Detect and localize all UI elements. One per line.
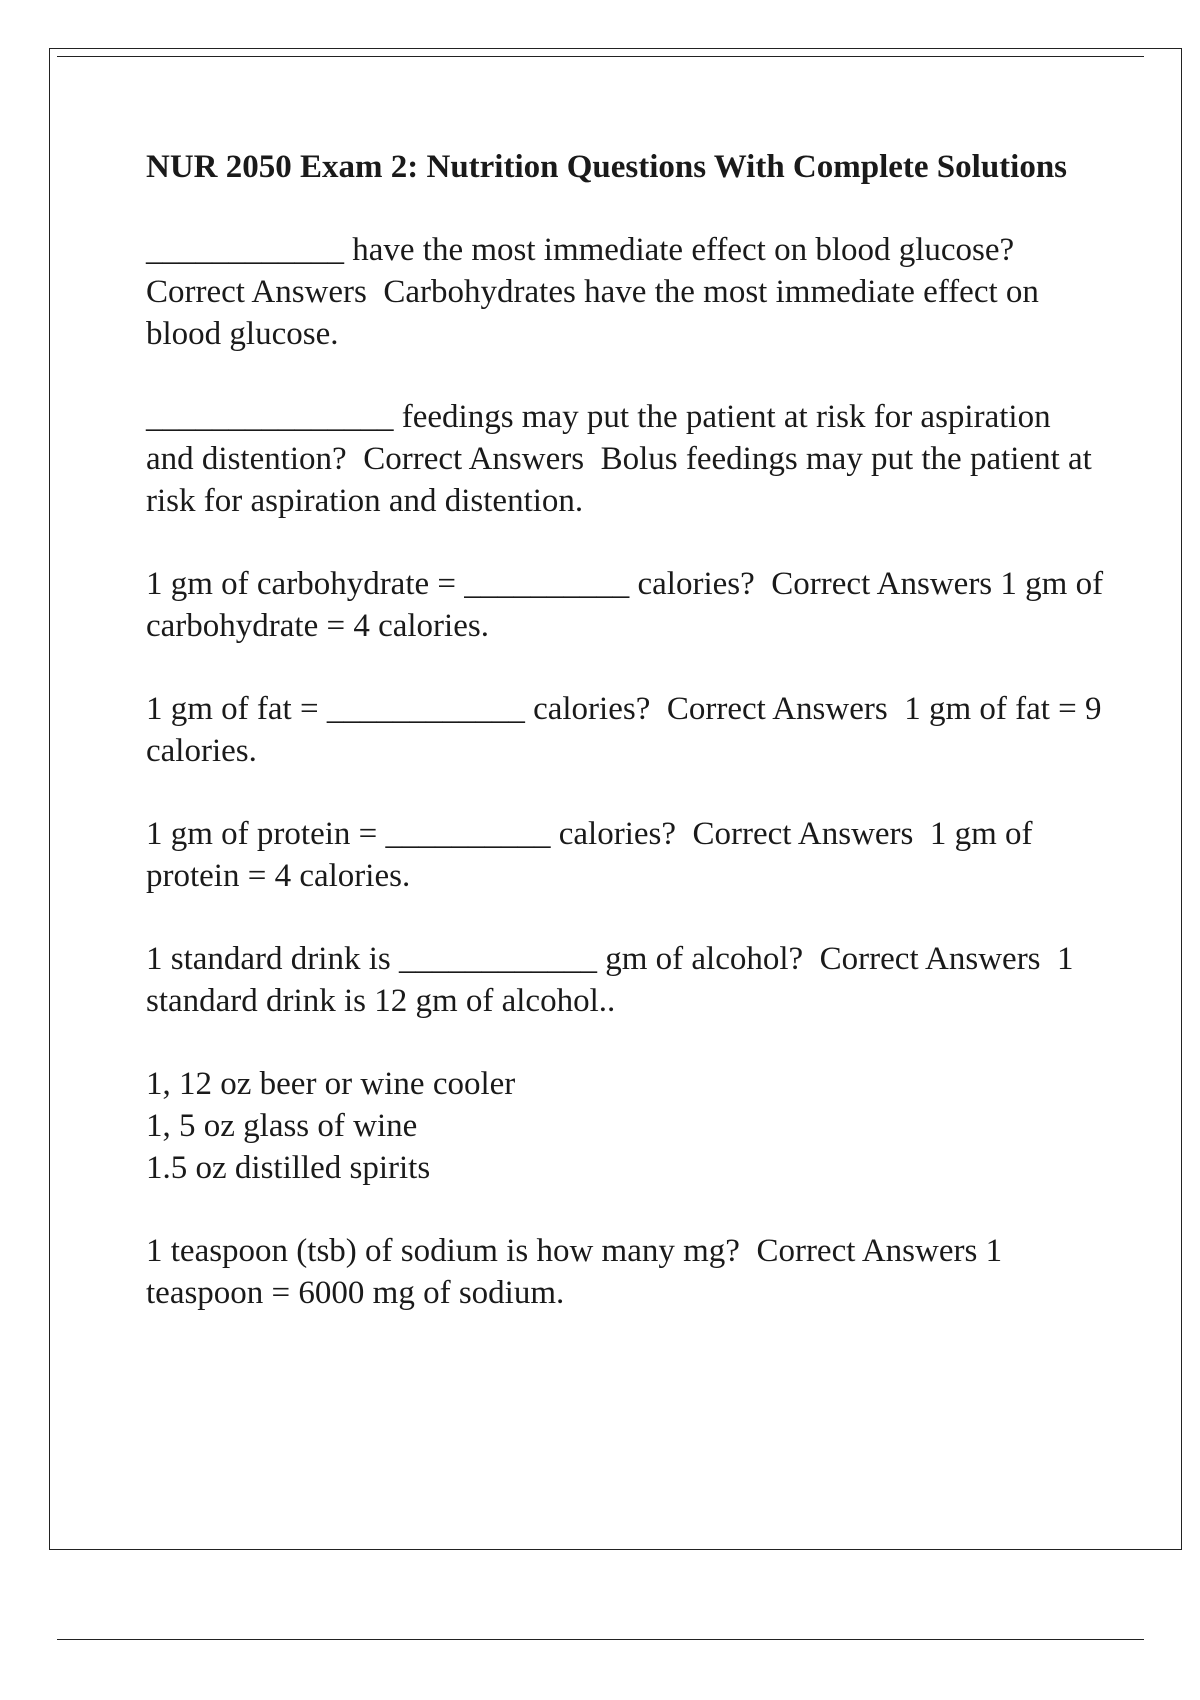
- blank-line: __________: [464, 566, 630, 602]
- answer-text: 1 gm of fat = 9 calories.: [146, 691, 1102, 769]
- answer-label: Correct Answers: [146, 274, 367, 310]
- answer-label: Correct Answers: [666, 691, 888, 727]
- question-text: calories?: [550, 816, 677, 852]
- list-item: 1, 12 oz beer or wine cooler: [146, 1066, 516, 1102]
- question-text: have the most immediate effect on blood glucose?: [344, 232, 1015, 268]
- blank-line: _______________: [146, 399, 394, 435]
- document-body: [146, 146, 1106, 1355]
- qa-item: [146, 563, 1106, 647]
- qa-item: [146, 688, 1106, 772]
- question-text: calories?: [524, 691, 651, 727]
- document-title: NUR 2050 Exam 2: Nutrition Questions With Complete Solutions: [146, 149, 1068, 185]
- answer-text: 1 gm of carbohydrate = 4 calories.: [146, 566, 1104, 644]
- question-text: 1 teaspoon (tsb) of sodium is how many mg?: [146, 1233, 740, 1269]
- blank-line: ____________: [146, 232, 344, 268]
- qa-item: [146, 1230, 1106, 1314]
- answer-text: Bolus feedings may put the patient at risk for aspiration and distention.: [146, 441, 1092, 519]
- answer-text: 1 teaspoon = 6000 mg of sodium.: [146, 1233, 1003, 1311]
- question-text: feedings may put the patient at risk for aspiration and distention?: [146, 399, 1051, 477]
- answer-text: 1 gm of protein = 4 calories.: [146, 816, 1033, 894]
- answer-label: Correct Answers: [363, 441, 585, 477]
- question-text: 1 gm of carbohydrate =: [146, 566, 465, 602]
- list-item: 1.5 oz distilled spirits: [146, 1150, 431, 1186]
- qa-item: [146, 938, 1106, 1022]
- blank-line: ____________: [398, 941, 597, 977]
- question-text: 1 gm of protein =: [146, 816, 386, 852]
- list-item: 1, 5 oz glass of wine: [146, 1108, 418, 1144]
- question-text: calories?: [629, 566, 755, 602]
- qa-item: [146, 813, 1106, 897]
- answer-label: Correct Answers: [771, 566, 993, 602]
- answer-label: Correct Answers: [756, 1233, 978, 1269]
- question-text: gm of alcohol?: [596, 941, 804, 977]
- bottom-rule: [57, 1639, 1144, 1640]
- blank-line: __________: [385, 816, 551, 852]
- qa-item: [146, 229, 1106, 355]
- answer-label: Correct Answers: [692, 816, 914, 852]
- answer-text: 1 standard drink is 12 gm of alcohol..: [146, 941, 1074, 1019]
- answer-label: Correct Answers: [819, 941, 1041, 977]
- blank-line: ____________: [326, 691, 525, 727]
- question-text: 1 gm of fat =: [146, 691, 327, 727]
- answer-text: Carbohydrates have the most immediate effect on blood glucose.: [146, 274, 1039, 352]
- top-rule: [57, 56, 1144, 57]
- question-text: 1 standard drink is: [146, 941, 399, 977]
- qa-item: [146, 396, 1106, 522]
- drink-list: [146, 1063, 1106, 1189]
